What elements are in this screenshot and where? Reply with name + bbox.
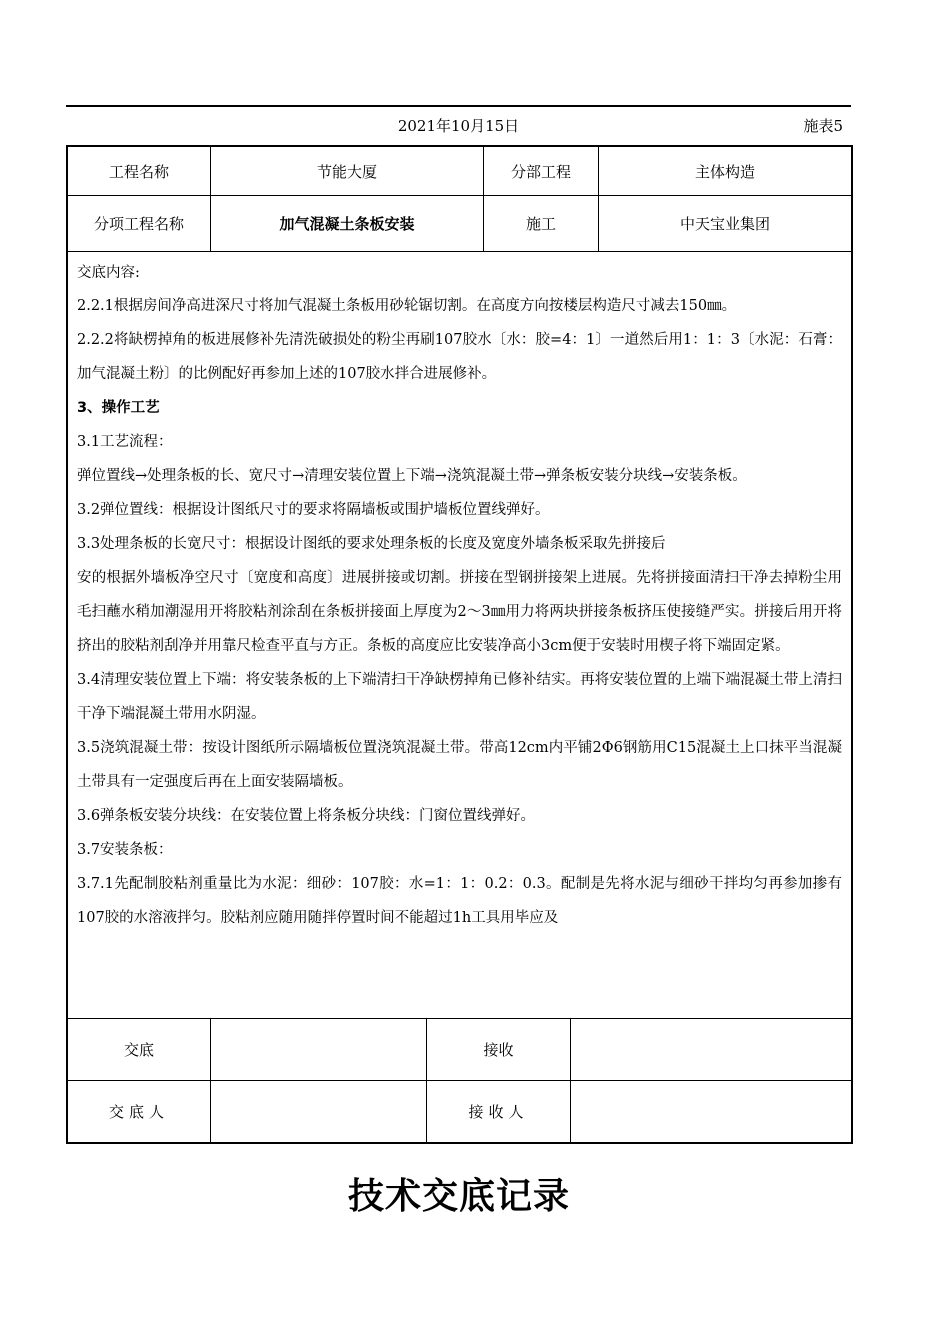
- handover-field[interactable]: [211, 1019, 427, 1080]
- project-name-label: 工程名称: [68, 147, 211, 195]
- document-title: 技术交底记录: [347, 1176, 570, 1217]
- handover-label: 交底: [68, 1019, 211, 1080]
- content-paragraph: 2.2.2将缺楞掉角的板进展修补先清洗破损处的粉尘再刷107胶水〔水：胶=4：1〕一道然后用1：1：3〔水泥：石膏：加气混凝土粉〕的比例配好再参加上述的107胶水拌合进展修补。: [77, 332, 842, 382]
- receiver-field[interactable]: [571, 1080, 851, 1142]
- section-heading: 3、操作工艺: [77, 400, 160, 416]
- project-name-value: 节能大厦: [211, 147, 484, 195]
- receive-label: 接收: [427, 1019, 571, 1080]
- header-date: 2021年10月15日: [397, 117, 520, 135]
- content-paragraph: 3.3处理条板的长宽尺寸：根据设计图纸的要求处理条板的长度及宽度外墙条板采取先拼接后: [77, 536, 666, 552]
- construction-label: 施工: [484, 195, 599, 251]
- content-paragraph: 3.4清理安装位置上下端：将安装条板的上下端清扫干净缺楞掉角已修补结实。再将安装位置的上端下端混凝土带上清扫干净下端混凝土带用水阴湿。: [77, 672, 842, 722]
- receive-field[interactable]: [571, 1019, 851, 1080]
- content-paragraph: 弹位置线→处理条板的长、宽尺寸→清理安装位置上下端→浇筑混凝土带→弹条板安装分块线→安装条板。: [77, 468, 747, 484]
- content-paragraph: 3.2弹位置线：根据设计图纸尺寸的要求将隔墙板或围护墙板位置线弹好。: [77, 502, 550, 518]
- division-label: 分部工程: [484, 147, 599, 195]
- handover-sheet: [66, 145, 853, 1144]
- content-paragraph: 3.1工艺流程：: [77, 434, 173, 450]
- form-number: 施表5: [803, 117, 843, 135]
- header-row: [66, 113, 851, 139]
- content-paragraph: 3.5浇筑混凝土带：按设计图纸所示隔墙板位置浇筑混凝土带。带高12cm内平铺2Φ6钢筋用C15混凝土上口抹平当混凝土带具有一定强度后再在上面安装隔墙板。: [77, 740, 842, 790]
- construction-value: 中天宝业集团: [679, 214, 770, 233]
- subitem-label: 分项工程名称: [68, 195, 211, 251]
- signature-row-1: [68, 1019, 851, 1081]
- content-paragraph: 安的根据外墙板净空尺寸〔宽度和高度〕进展拼接或切割。拼接在型钢拼接架上进展。先将拼接面清扫干净去掉粉尘用毛扫蘸水稍加潮湿用开将胶粘剂涂刮在条板拼接面上厚度为2～3㎜用力将两块拼接条板挤压使接缝严实。拼接后用开将挤出的胶粘剂刮净并用靠尺检查平直与方正。条板的高度应比安装净高小3cm便于安装时用楔子将下端固定紧。: [77, 570, 842, 654]
- content-paragraph: 2.2.1根据房间净高进深尺寸将加气混凝土条板用砂轮锯切割。在高度方向按楼层构造尺寸减去150㎜。: [77, 298, 737, 314]
- handover-content: [68, 251, 851, 1019]
- handover-person-field[interactable]: [211, 1080, 427, 1142]
- info-row-1: [68, 147, 851, 196]
- division-value: 主体构造: [694, 162, 755, 181]
- content-label: 交底内容:: [77, 265, 140, 281]
- info-row-2: [68, 195, 851, 252]
- signature-row-2: [68, 1080, 851, 1142]
- content-paragraph: 3.7安装条板：: [77, 842, 173, 858]
- handover-person-label: 交底人: [68, 1080, 211, 1142]
- top-rule: [66, 105, 851, 107]
- content-paragraph: 3.6弹条板安装分块线：在安装位置上将条板分块线：门窗位置线弹好。: [77, 808, 536, 824]
- content-paragraph: 3.7.1先配制胶粘剂重量比为水泥：细砂：107胶：水=1：1：0.2：0.3。配制是先将水泥与细砂干拌均匀再参加掺有107胶的水溶液拌匀。胶粘剂应随用随拌停置时间不能超过1h工具用毕应及: [77, 876, 842, 926]
- subitem-value: 加气混凝土条板安装: [211, 195, 484, 251]
- receiver-label: 接收人: [427, 1080, 571, 1142]
